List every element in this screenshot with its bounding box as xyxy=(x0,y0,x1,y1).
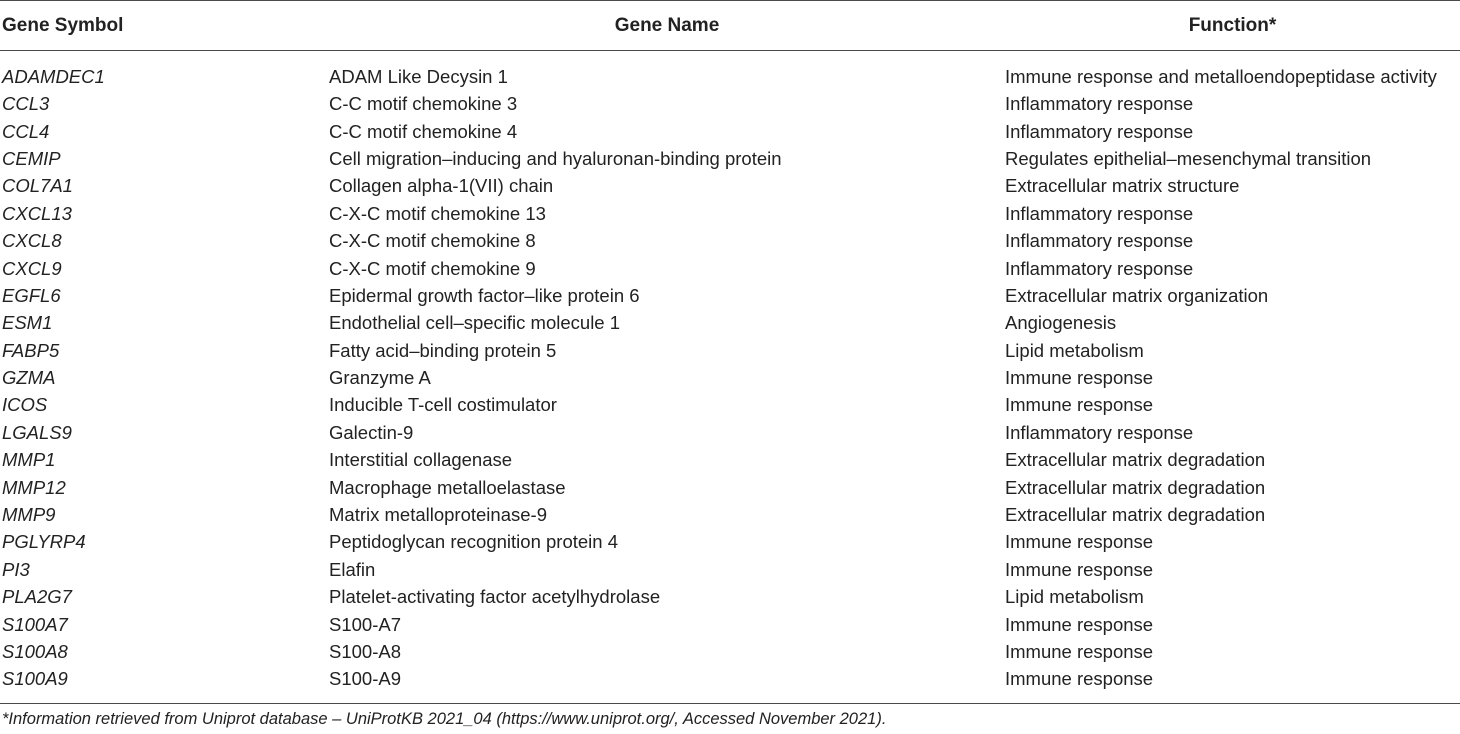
gene-name-cell: C-X-C motif chemokine 8 xyxy=(329,230,536,252)
gene-symbol-cell: CXCL9 xyxy=(2,257,62,279)
gene-name-cell: Epidermal growth factor–like protein 6 xyxy=(329,284,640,306)
table-body xyxy=(0,51,1460,699)
function-cell: Inflammatory response xyxy=(1005,421,1194,443)
gene-name-cell: C-X-C motif chemokine 9 xyxy=(329,257,536,279)
table-row xyxy=(0,117,1460,144)
gene-name-cell: Galectin-9 xyxy=(329,421,414,443)
table-row xyxy=(0,638,1460,665)
function-cell: Lipid metabolism xyxy=(1005,586,1144,608)
column-header-function: Function* xyxy=(1005,1,1460,51)
gene-name-cell: ADAM Like Decysin 1 xyxy=(329,66,508,87)
function-cell: Lipid metabolism xyxy=(1005,339,1144,361)
function-cell: Immune response xyxy=(1005,613,1154,635)
gene-symbol-cell: CCL4 xyxy=(2,120,50,142)
function-cell: Immune response xyxy=(1005,367,1154,389)
gene-symbol-cell: ADAMDEC1 xyxy=(2,66,105,87)
gene-name-cell: Inducible T-cell costimulator xyxy=(329,394,557,416)
gene-symbol-cell: S100A7 xyxy=(2,613,68,635)
gene-symbol-cell: CXCL8 xyxy=(2,230,62,252)
gene-name-cell: Collagen alpha-1(VII) chain xyxy=(329,175,554,197)
gene-name-cell: Fatty acid–binding protein 5 xyxy=(329,339,557,361)
gene-name-cell: Endothelial cell–specific molecule 1 xyxy=(329,312,621,334)
gene-name-cell: Macrophage metalloelastase xyxy=(329,476,566,498)
table-row xyxy=(0,473,1460,500)
gene-symbol-cell: CCL3 xyxy=(2,93,50,115)
table-row xyxy=(0,446,1460,473)
gene-symbol-cell: ESM1 xyxy=(2,312,53,334)
table-row xyxy=(0,665,1460,698)
gene-name-cell: Elafin xyxy=(329,558,376,580)
gene-name-cell: C-X-C motif chemokine 13 xyxy=(329,202,546,224)
function-cell: Immune response xyxy=(1005,531,1154,553)
gene-name-cell: Cell migration–inducing and hyaluronan-binding protein xyxy=(329,147,782,169)
table-footnote: *Information retrieved from Uniprot database – UniProtKB 2021_04 (https://www.uniprot.org/, Accessed November 2021). xyxy=(2,710,887,729)
column-header-gene-symbol: Gene Symbol xyxy=(0,1,329,51)
function-cell: Inflammatory response xyxy=(1005,230,1194,252)
gene-symbol-cell: CXCL13 xyxy=(2,202,72,224)
gene-symbol-cell: CEMIP xyxy=(2,147,61,169)
gene-name-cell: Matrix metalloproteinase-9 xyxy=(329,504,547,526)
table-row xyxy=(0,254,1460,281)
gene-symbol-cell: LGALS9 xyxy=(2,421,72,443)
function-cell: Angiogenesis xyxy=(1005,312,1117,334)
gene-symbol-cell: MMP1 xyxy=(2,449,56,471)
gene-name-cell: S100-A9 xyxy=(329,668,401,690)
table-row xyxy=(0,227,1460,254)
gene-name-cell: Peptidoglycan recognition protein 4 xyxy=(329,531,618,553)
table-row xyxy=(0,610,1460,637)
table-row xyxy=(0,528,1460,555)
gene-symbol-cell: COL7A1 xyxy=(2,175,73,197)
function-cell: Inflammatory response xyxy=(1005,257,1194,279)
function-cell: Extracellular matrix structure xyxy=(1005,175,1240,197)
table-row xyxy=(0,172,1460,199)
gene-symbol-cell: MMP12 xyxy=(2,476,66,498)
gene-symbol-cell: S100A9 xyxy=(2,668,68,690)
function-cell: Immune response xyxy=(1005,394,1154,416)
gene-name-cell: C-C motif chemokine 3 xyxy=(329,93,518,115)
gene-symbol-cell: ICOS xyxy=(2,394,48,416)
function-cell: Extracellular matrix degradation xyxy=(1005,504,1266,526)
gene-name-cell: S100-A8 xyxy=(329,641,401,662)
header-row xyxy=(0,1,1460,51)
table-row xyxy=(0,200,1460,227)
function-cell: Inflammatory response xyxy=(1005,120,1194,142)
function-cell: Inflammatory response xyxy=(1005,93,1194,115)
table-row xyxy=(0,282,1460,309)
table-row xyxy=(0,556,1460,583)
table-bottom-rule xyxy=(0,703,1460,704)
table-row xyxy=(0,51,1460,91)
table-row xyxy=(0,309,1460,336)
column-header-gene-name: Gene Name xyxy=(329,1,1005,51)
function-cell: Immune response xyxy=(1005,668,1154,690)
table-row xyxy=(0,145,1460,172)
gene-name-cell: S100-A7 xyxy=(329,613,401,635)
gene-name-cell: Platelet-activating factor acetylhydrolase xyxy=(329,586,661,608)
function-cell: Immune response xyxy=(1005,558,1154,580)
gene-symbol-cell: PLA2G7 xyxy=(2,586,72,608)
function-cell: Inflammatory response xyxy=(1005,202,1194,224)
function-cell: Extracellular matrix degradation xyxy=(1005,476,1266,498)
gene-name-cell: Granzyme A xyxy=(329,367,431,389)
gene-symbol-cell: EGFL6 xyxy=(2,284,61,306)
table-row xyxy=(0,337,1460,364)
gene-symbol-cell: MMP9 xyxy=(2,504,56,526)
gene-name-cell: C-C motif chemokine 4 xyxy=(329,120,518,142)
table-row xyxy=(0,90,1460,117)
gene-symbol-cell: S100A8 xyxy=(2,641,68,662)
function-cell: Regulates epithelial–mesenchymal transition xyxy=(1005,147,1372,169)
function-cell: Extracellular matrix organization xyxy=(1005,284,1269,306)
table-header xyxy=(0,1,1460,51)
function-cell: Immune response xyxy=(1005,641,1154,662)
table-row xyxy=(0,583,1460,610)
gene-symbol-cell: PI3 xyxy=(2,558,30,580)
gene-name-cell: Interstitial collagenase xyxy=(329,449,513,471)
function-cell: Extracellular matrix degradation xyxy=(1005,449,1266,471)
table-row xyxy=(0,419,1460,446)
gene-symbol-cell: FABP5 xyxy=(2,339,60,361)
table-row xyxy=(0,391,1460,418)
function-cell: Immune response and metalloendopeptidase activity xyxy=(1005,66,1437,87)
gene-symbol-cell: PGLYRP4 xyxy=(2,531,86,553)
gene-symbol-cell: GZMA xyxy=(2,367,56,389)
table-row xyxy=(0,364,1460,391)
table-row xyxy=(0,501,1460,528)
